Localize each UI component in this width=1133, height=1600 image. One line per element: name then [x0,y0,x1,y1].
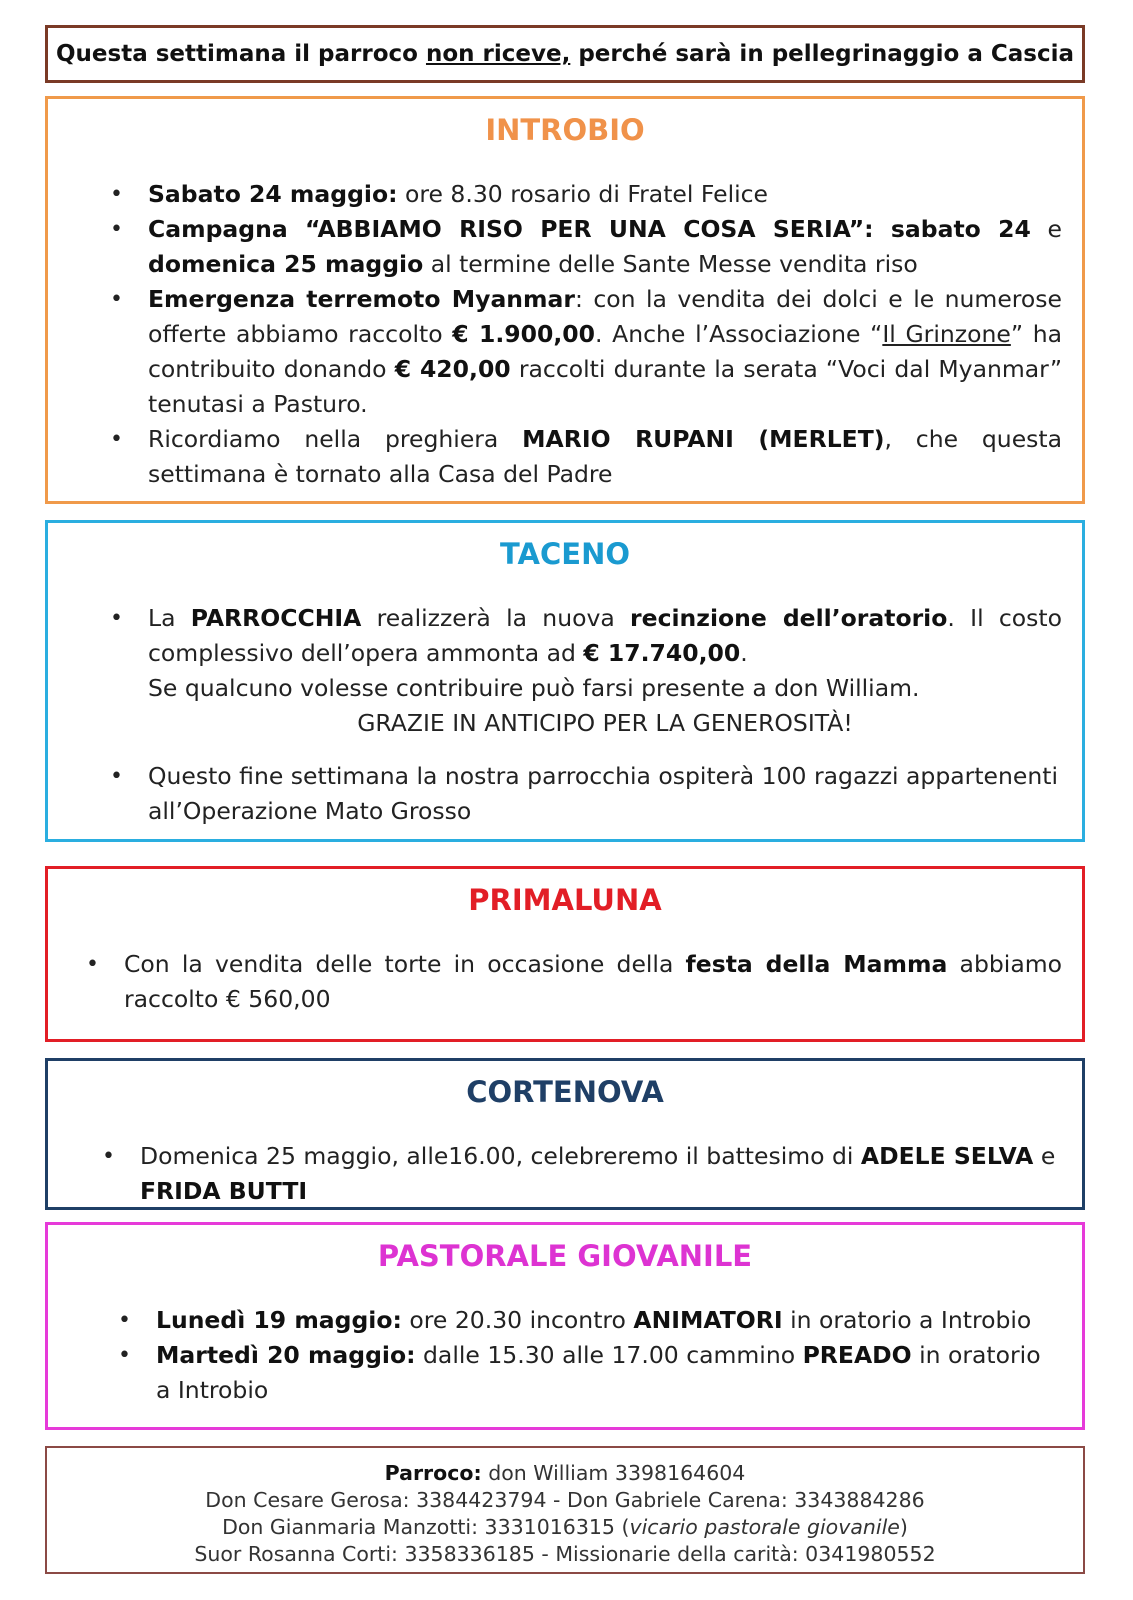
list-item: • Campagna “ABBIAMO RISO PER UNA COSA SERIA”: sabato 24 e domenica 25 maggio al termine delle Sante Messe vendita riso [148,212,1062,282]
notice-text: Questa settimana il parroco non riceve, perché sarà in pellegrinaggio a Cascia [55,41,1074,67]
list-item: • Martedì 20 maggio: dalle 15.30 alle 17.00 cammino PREADO in oratorio a Introbio [156,1338,1062,1408]
list-item: • Ricordiamo nella preghiera MARIO RUPANI (MERLET), che questa settimana è tornato alla Casa del Padre [148,422,1062,492]
notice-underlined: non riceve, [425,41,571,67]
list-item: • Domenica 25 maggio, alle16.00, celebreremo il battesimo di ADELE SELVA e FRIDA BUTTI [140,1139,1062,1209]
list-item: • Lunedì 19 maggio: ore 20.30 incontro ANIMATORI in oratorio a Introbio [156,1303,1062,1338]
pastor-absence-notice [45,25,1085,83]
section-primaluna [45,866,1085,1042]
news-list [156,1303,1062,1408]
contact-line: Don Cesare Gerosa: 3384423794 - Don Gabriele Carena: 3343884286 [205,1488,925,1512]
contact-line: Don Gianmaria Manzotti: 3331016315 (vicario pastorale giovanile) [222,1515,908,1539]
section-pastorale-giovanile [45,1222,1085,1430]
section-title: TACENO [500,537,630,571]
contact-line: Suor Rosanna Corti: 3358336185 - Missionarie della carità: 0341980552 [194,1542,936,1566]
news-list [124,947,1062,1017]
contact-line: Parroco: don William 3398164604 [384,1461,746,1485]
section-title: INTROBIO [485,113,645,147]
section-title: PRIMALUNA [468,883,662,917]
section-introbio [45,96,1085,504]
news-list [148,601,1062,829]
contacts-footer [45,1446,1085,1574]
list-item: • Sabato 24 maggio: ore 8.30 rosario di Fratel Felice [148,177,1062,212]
list-item: • Emergenza terremoto Myanmar: con la vendita dei dolci e le numerose offerte abbiamo raccolto € 1.900,00. Anche l’Associazione “Il Grinzone” ha contribuito donando € 420,00 raccolti durante la serata “Voci dal Myanmar” tenutasi a Pasturo. [148,282,1062,422]
news-list [140,1139,1062,1209]
list-item: • Con la vendita delle torte in occasione della festa della Mamma abbiamo raccolto € 560,00 [124,947,1062,1017]
list-item: • La PARROCCHIA realizzerà la nuova recinzione dell’oratorio. Il costo complessivo dell’opera ammonta ad € 17.740,00. Se qualcuno volesse contribuire può farsi presente a don William. GRAZIE IN ANTICIPO PER LA GENEROSITÀ! [148,601,1062,741]
thanks-line: GRAZIE IN ANTICIPO PER LA GENEROSITÀ! [357,709,853,737]
section-taceno [45,520,1085,842]
news-list [148,177,1062,492]
section-title: CORTENOVA [466,1075,664,1109]
section-title: PASTORALE GIOVANILE [377,1239,753,1273]
list-item: • Questo fine settimana la nostra parrocchia ospiterà 100 ragazzi appartenenti all’Operazione Mato Grosso [148,759,1062,829]
section-cortenova [45,1058,1085,1210]
